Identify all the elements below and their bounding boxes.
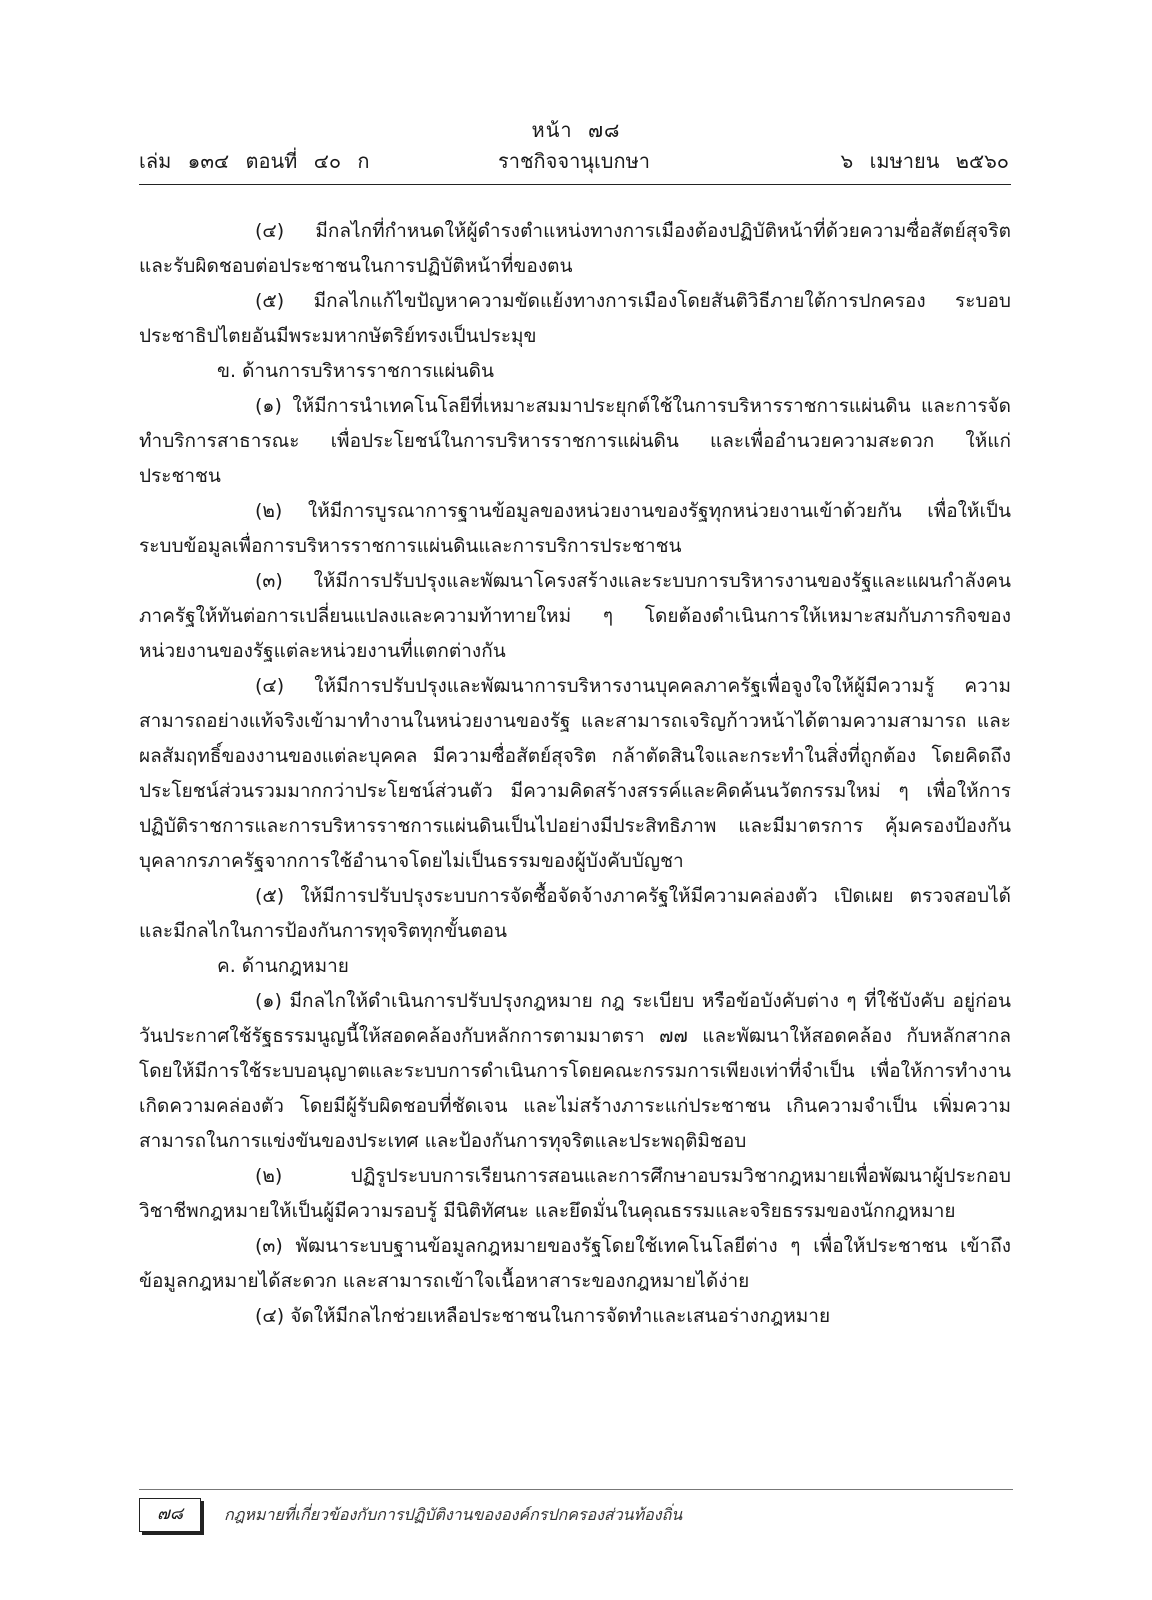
paragraph: (๒) ปฏิรูประบบการเรียนการสอนและการศึกษาอบรมวิชากฎหมายเพื่อพัฒนาผู้ประกอบ วิชาชีพกฎหมายให้เป็นผู้มีความรอบรู้ มีนิติทัศนะ และยึดมั่นในคุณธรรมและจริยธรรมของนักกฎหมาย [139,1165,1011,1222]
volume-issue: เล่ม ๑๓๔ ตอนที่ ๔๐ ก [139,149,370,173]
footer-page-number: ๗๘ [139,1498,201,1532]
section-heading: ค. ด้านกฎหมาย [217,955,349,977]
gazette-name: ราชกิจจานุเบกษา [497,149,651,173]
paragraph: (๑) ให้มีการนำเทคโนโลยีที่เหมาะสมมาประยุกต์ใช้ในการบริหารราชการแผ่นดิน และการจัดทำบริการสาธารณะ เพื่อประโยชน์ในการบริหารราชการแผ่นดิน และเพื่ออำนวยความสะดวก ให้แก่ประชาชน [139,395,1011,487]
footer-book-title: กฎหมายที่เกี่ยวข้องกับการปฏิบัติงานขององค์กรปกครองส่วนท้องถิ่น [224,1505,683,1524]
paragraph: (๕) มีกลไกแก้ไขปัญหาความขัดแย้งทางการเมืองโดยสันติวิธีภายใต้การปกครอง ระบอบประชาธิปไตยอันมีพระมหากษัตริย์ทรงเป็นประมุข [139,290,1011,347]
paragraph: (๑) มีกลไกให้ดำเนินการปรับปรุงกฎหมาย กฎ ระเบียบ หรือข้อบังคับต่าง ๆ ที่ใช้บังคับ อยู่ก่อนวันประกาศใช้รัฐธรรมนูญนี้ให้สอดคล้องกับหลักการตามมาตรา ๗๗ และพัฒนาให้สอดคล้อง กับหลักสากล โดยให้มีการใช้ระบบอนุญาตและระบบการดำเนินการโดยคณะกรรมการเพียงเท่าที่จำเป็น เพื่อให้การทำงานเกิดความคล่องตัว โดยมีผู้รับผิดชอบที่ชัดเจน และไม่สร้างภาระแก่ประชาชน เกินความจำเป็น เพิ่มความสามารถในการแข่งขันของประเทศ และป้องกันการทุจริตและประพฤติมิชอบ [139,990,1011,1152]
paragraph: (๒) ให้มีการบูรณาการฐานข้อมูลของหน่วยงานของรัฐทุกหน่วยงานเข้าด้วยกัน เพื่อให้เป็น ระบบข้อมูลเพื่อการบริหารราชการแผ่นดินและการบริการประชาชน [139,500,1011,557]
page-number-label: หน้า ๗๘ [531,118,621,142]
paragraph: (๔) จัดให้มีกลไกช่วยเหลือประชาชนในการจัดทำและเสนอร่างกฎหมาย [255,1305,831,1327]
header-divider [139,184,1011,185]
paragraph: (๓) ให้มีการปรับปรุงและพัฒนาโครงสร้างและระบบการบริหารงานของรัฐและแผนกำลังคน ภาครัฐให้ทันต่อการเปลี่ยนแปลงและความท้าทายใหม่ ๆ โดยต้องดำเนินการให้เหมาะสมกับภารกิจของ หน่วยงานของรัฐแต่ละหน่วยงานที่แตกต่างกัน [139,570,1011,662]
paragraph: (๕) ให้มีการปรับปรุงระบบการจัดซื้อจัดจ้างภาครัฐให้มีความคล่องตัว เปิดเผย ตรวจสอบได้ และมีกลไกในการป้องกันการทุจริตทุกขั้นตอน [139,885,1011,942]
footer-divider [139,1489,1013,1490]
paragraph: (๓) พัฒนาระบบฐานข้อมูลกฎหมายของรัฐโดยใช้เทคโนโลยีต่าง ๆ เพื่อให้ประชาชน เข้าถึงข้อมูลกฎหมายได้สะดวก และสามารถเข้าใจเนื้อหาสาระของกฎหมายได้ง่าย [139,1235,1011,1292]
section-heading: ข. ด้านการบริหารราชการแผ่นดิน [217,360,494,382]
publication-date: ๖ เมษายน ๒๕๖๐ [840,149,1009,173]
document-body [139,214,1011,1334]
gazette-header [139,147,1009,175]
paragraph: (๔) ให้มีการปรับปรุงและพัฒนาการบริหารงานบุคคลภาครัฐเพื่อจูงใจให้ผู้มีความรู้ ความสามารถอย่างแท้จริงเข้ามาทำงานในหน่วยงานของรัฐ และสามารถเจริญก้าวหน้าได้ตามความสามารถ และผลสัมฤทธิ์ของงานของแต่ละบุคคล มีความซื่อสัตย์สุจริต กล้าตัดสินใจและกระทำในสิ่งที่ถูกต้อง โดยคิดถึงประโยชน์ส่วนรวมมากกว่าประโยชน์ส่วนตัว มีความคิดสร้างสรรค์และคิดค้นนวัตกรรมใหม่ ๆ เพื่อให้การปฏิบัติราชการและการบริหารราชการแผ่นดินเป็นไปอย่างมีประสิทธิภาพ และมีมาตรการ คุ้มครองป้องกันบุคลากรภาครัฐจากการใช้อำนาจโดยไม่เป็นธรรมของผู้บังคับบัญชา [139,675,1011,872]
paragraph: (๔) มีกลไกที่กำหนดให้ผู้ดำรงตำแหน่งทางการเมืองต้องปฏิบัติหน้าที่ด้วยความซื่อสัตย์สุจริต และรับผิดชอบต่อประชาชนในการปฏิบัติหน้าที่ของตน [139,220,1011,277]
